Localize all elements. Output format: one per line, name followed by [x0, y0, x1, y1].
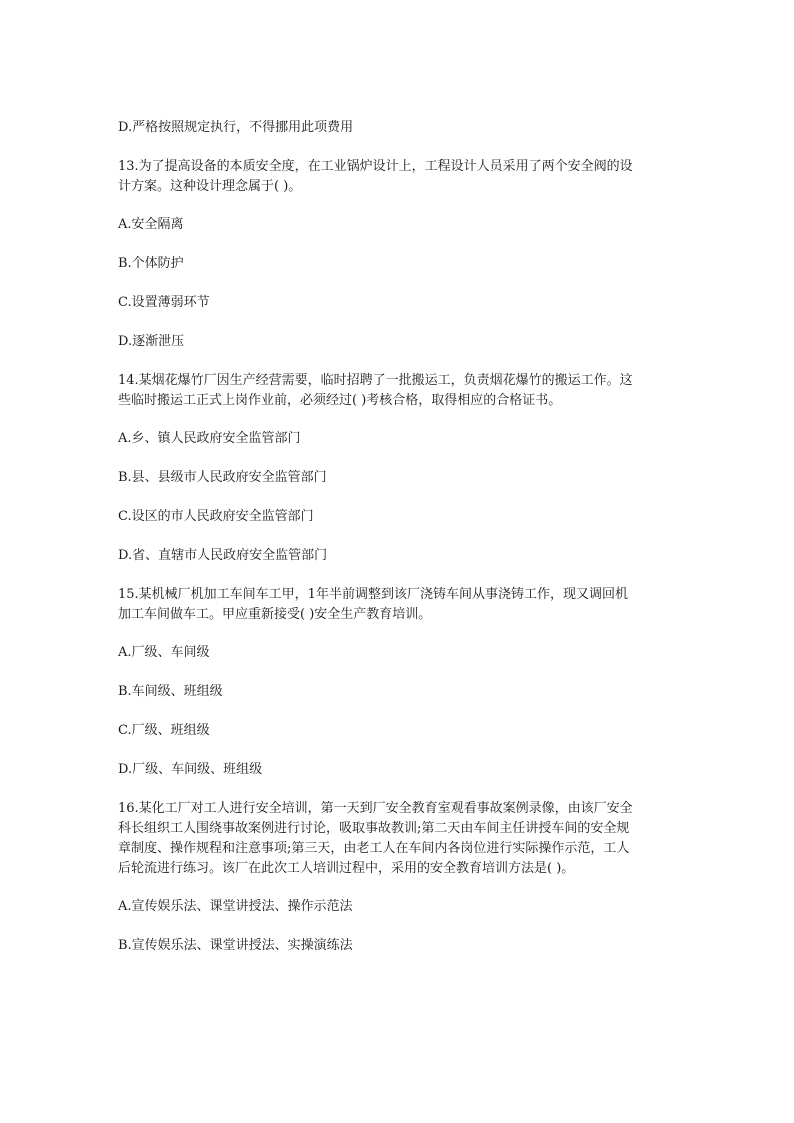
question-14: [118, 371, 678, 411]
question-15-line-2: 加工车间做车工。甲应重新接受( )安全生产教育培训。: [118, 607, 432, 622]
option-c-q15: C.厂级、班组级: [118, 723, 210, 738]
question-16-line-4: 后轮流进行练习。该厂在此次工人培训过程中，采用的安全教育培训方法是( )。: [118, 861, 575, 876]
question-14-line-1: 14.某烟花爆竹厂因生产经营需要，临时招聘了一批搬运工，负责烟花爆竹的搬运工作。这: [118, 373, 633, 388]
option-a-q14: A.乡、镇人民政府安全监管部门: [118, 431, 301, 446]
option-b-q15: B.车间级、班组级: [118, 684, 223, 699]
option-a-q16: A.宣传娱乐法、课堂讲授法、操作示范法: [118, 899, 353, 914]
option-d-q14: D.省、直辖市人民政府安全监管部门: [118, 548, 328, 563]
option-d-q13: D.逐渐泄压: [118, 334, 185, 349]
option-b-q16: B.宣传娱乐法、课堂讲授法、实操演练法: [118, 938, 353, 953]
option-a-q15: A.厂级、车间级: [118, 645, 210, 660]
question-13-line-1: 13.为了提高设备的本质安全度，在工业锅炉设计上，工程设计人员采用了两个安全阀的设: [118, 159, 633, 174]
question-16-line-1: 16.某化工厂对工人进行安全培训，第一天到厂安全教育室观看事故案例录像，由该厂安全: [118, 801, 633, 816]
question-13-line-2: 计方案。这种设计理念属于( )。: [118, 179, 302, 194]
option-b-q14: B.县、县级市人民政府安全监管部门: [118, 470, 327, 485]
question-16-line-2: 科长组织工人围绕事故案例进行讨论，吸取事故教训;第二天由车间主任讲授车间的安全规: [118, 821, 630, 836]
question-16: [118, 799, 678, 879]
option-b-q13: B.个体防护: [118, 256, 184, 271]
option-d-q12: D.严格按照规定执行，不得挪用此项费用: [118, 120, 354, 135]
option-c-q13: C.设置薄弱环节: [118, 295, 210, 310]
question-15: [118, 585, 678, 625]
question-14-line-2: 些临时搬运工正式上岗作业前，必须经过( )考核合格，取得相应的合格证书。: [118, 393, 562, 408]
document-page: [118, 118, 678, 975]
question-15-line-1: 15.某机械厂机加工车间车工甲，1年半前调整到该厂浇铸车间从事浇铸工作，现又调回机: [118, 587, 628, 602]
question-13: [118, 157, 678, 197]
option-c-q14: C.设区的市人民政府安全监管部门: [118, 509, 314, 524]
question-16-line-3: 章制度、操作规程和注意事项;第三天，由老工人在车间内各岗位进行实际操作示范，工人: [118, 841, 630, 856]
option-a-q13: A.安全隔离: [118, 217, 184, 232]
option-d-q15: D.厂级、车间级、班组级: [118, 762, 263, 777]
